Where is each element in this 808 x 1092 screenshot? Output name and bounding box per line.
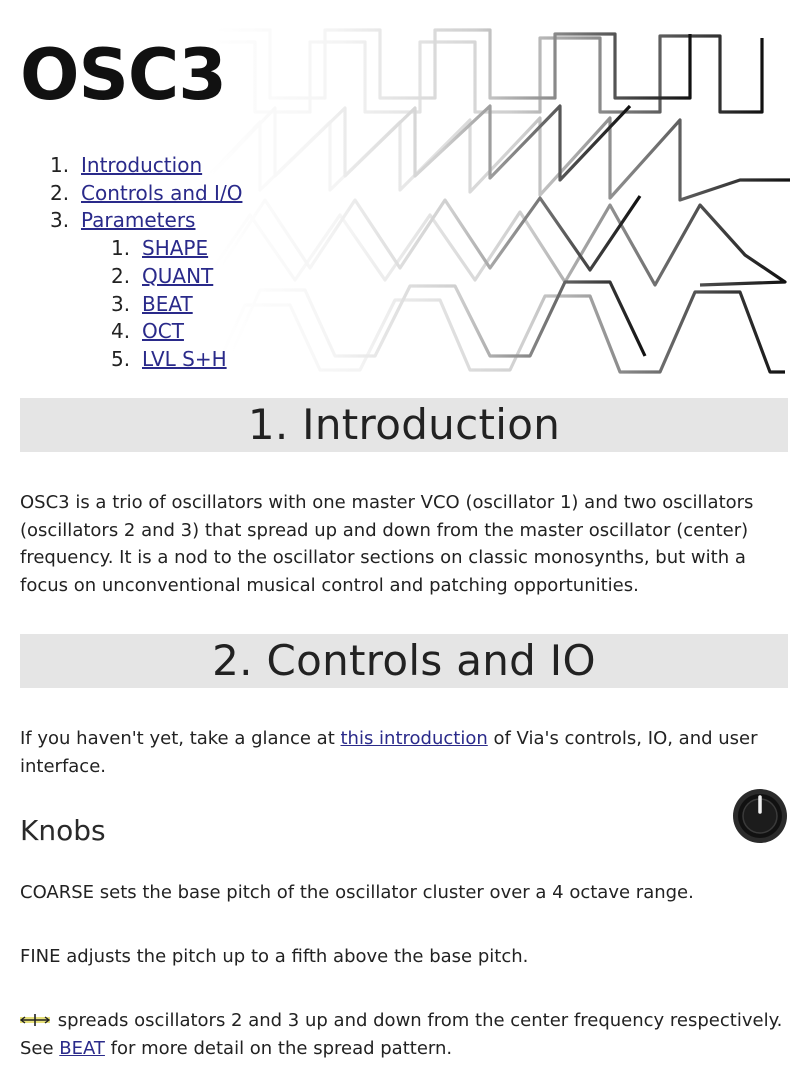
toc-link-shape[interactable]: SHAPE bbox=[142, 236, 209, 261]
toc-link-oct[interactable]: OCT bbox=[142, 319, 184, 344]
toc-subitem-shape bbox=[111, 235, 242, 263]
toc-number: 4. bbox=[111, 319, 131, 344]
toc-item-controls bbox=[50, 180, 242, 208]
controls-text-after: of Via's controls, IO, and user interface. bbox=[20, 728, 758, 777]
toc-link-introduction[interactable]: Introduction bbox=[81, 153, 203, 177]
toc-number: 3. bbox=[50, 208, 70, 233]
this-introduction-link[interactable]: this introduction bbox=[340, 728, 488, 749]
toc-item-introduction bbox=[50, 152, 242, 180]
coarse-description: COARSE sets the base pitch of the oscillator cluster over a 4 octave range. bbox=[20, 882, 694, 903]
spread-text-after: for more detail on the spread pattern. bbox=[104, 1037, 453, 1059]
toc-link-quant[interactable]: QUANT bbox=[142, 263, 214, 288]
knobs-heading: Knobs bbox=[20, 814, 106, 847]
toc-item-parameters bbox=[50, 207, 242, 235]
spread-text-before: spreads oscillators 2 and 3 up and down from the center frequency respectively. See bbox=[20, 1010, 783, 1059]
controls-text-before: If you haven't yet, take a glance at bbox=[20, 728, 341, 749]
toc-link-parameters[interactable]: Parameters bbox=[81, 208, 196, 233]
toc-link-beat[interactable]: BEAT bbox=[142, 291, 193, 316]
toc-number: 1. bbox=[111, 236, 131, 261]
section-heading-introduction: 1. Introduction bbox=[20, 398, 788, 452]
toc-link-controls[interactable]: Controls and I/O bbox=[81, 180, 243, 205]
toc-link-lvl-sh[interactable]: LVL S+H bbox=[142, 346, 227, 371]
knob-icon bbox=[732, 788, 788, 844]
toc-number: 2. bbox=[111, 263, 131, 288]
toc-number: 3. bbox=[111, 291, 131, 316]
toc-subitem-quant bbox=[111, 263, 242, 291]
introduction-paragraph: OSC3 is a trio of oscillators with one master VCO (oscillator 1) and two oscillators (oscillators 2 and 3) that spread up and down from the master oscillator (center) frequency. It is a nod to the oscillator sections on classic monosynths, but with a focus on unconventional musical control and patching opportunities. bbox=[20, 492, 754, 596]
toc-number: 5. bbox=[111, 346, 131, 371]
controls-intro-paragraph bbox=[20, 725, 790, 780]
toc-number: 2. bbox=[50, 180, 70, 205]
toc-subitem-oct bbox=[111, 318, 242, 346]
toc-number: 1. bbox=[50, 153, 70, 177]
spread-description bbox=[20, 1007, 790, 1062]
fine-description: FINE adjusts the pitch up to a fifth above the base pitch. bbox=[20, 946, 529, 967]
table-of-contents bbox=[50, 152, 242, 374]
section-heading-controls: 2. Controls and IO bbox=[20, 634, 788, 688]
toc-subitem-beat bbox=[111, 291, 242, 319]
page-title-logo: OSC3 bbox=[20, 34, 226, 116]
beat-link[interactable]: BEAT bbox=[59, 1037, 105, 1059]
spread-icon bbox=[20, 1013, 50, 1027]
toc-subitem-lvl-sh bbox=[111, 346, 242, 374]
